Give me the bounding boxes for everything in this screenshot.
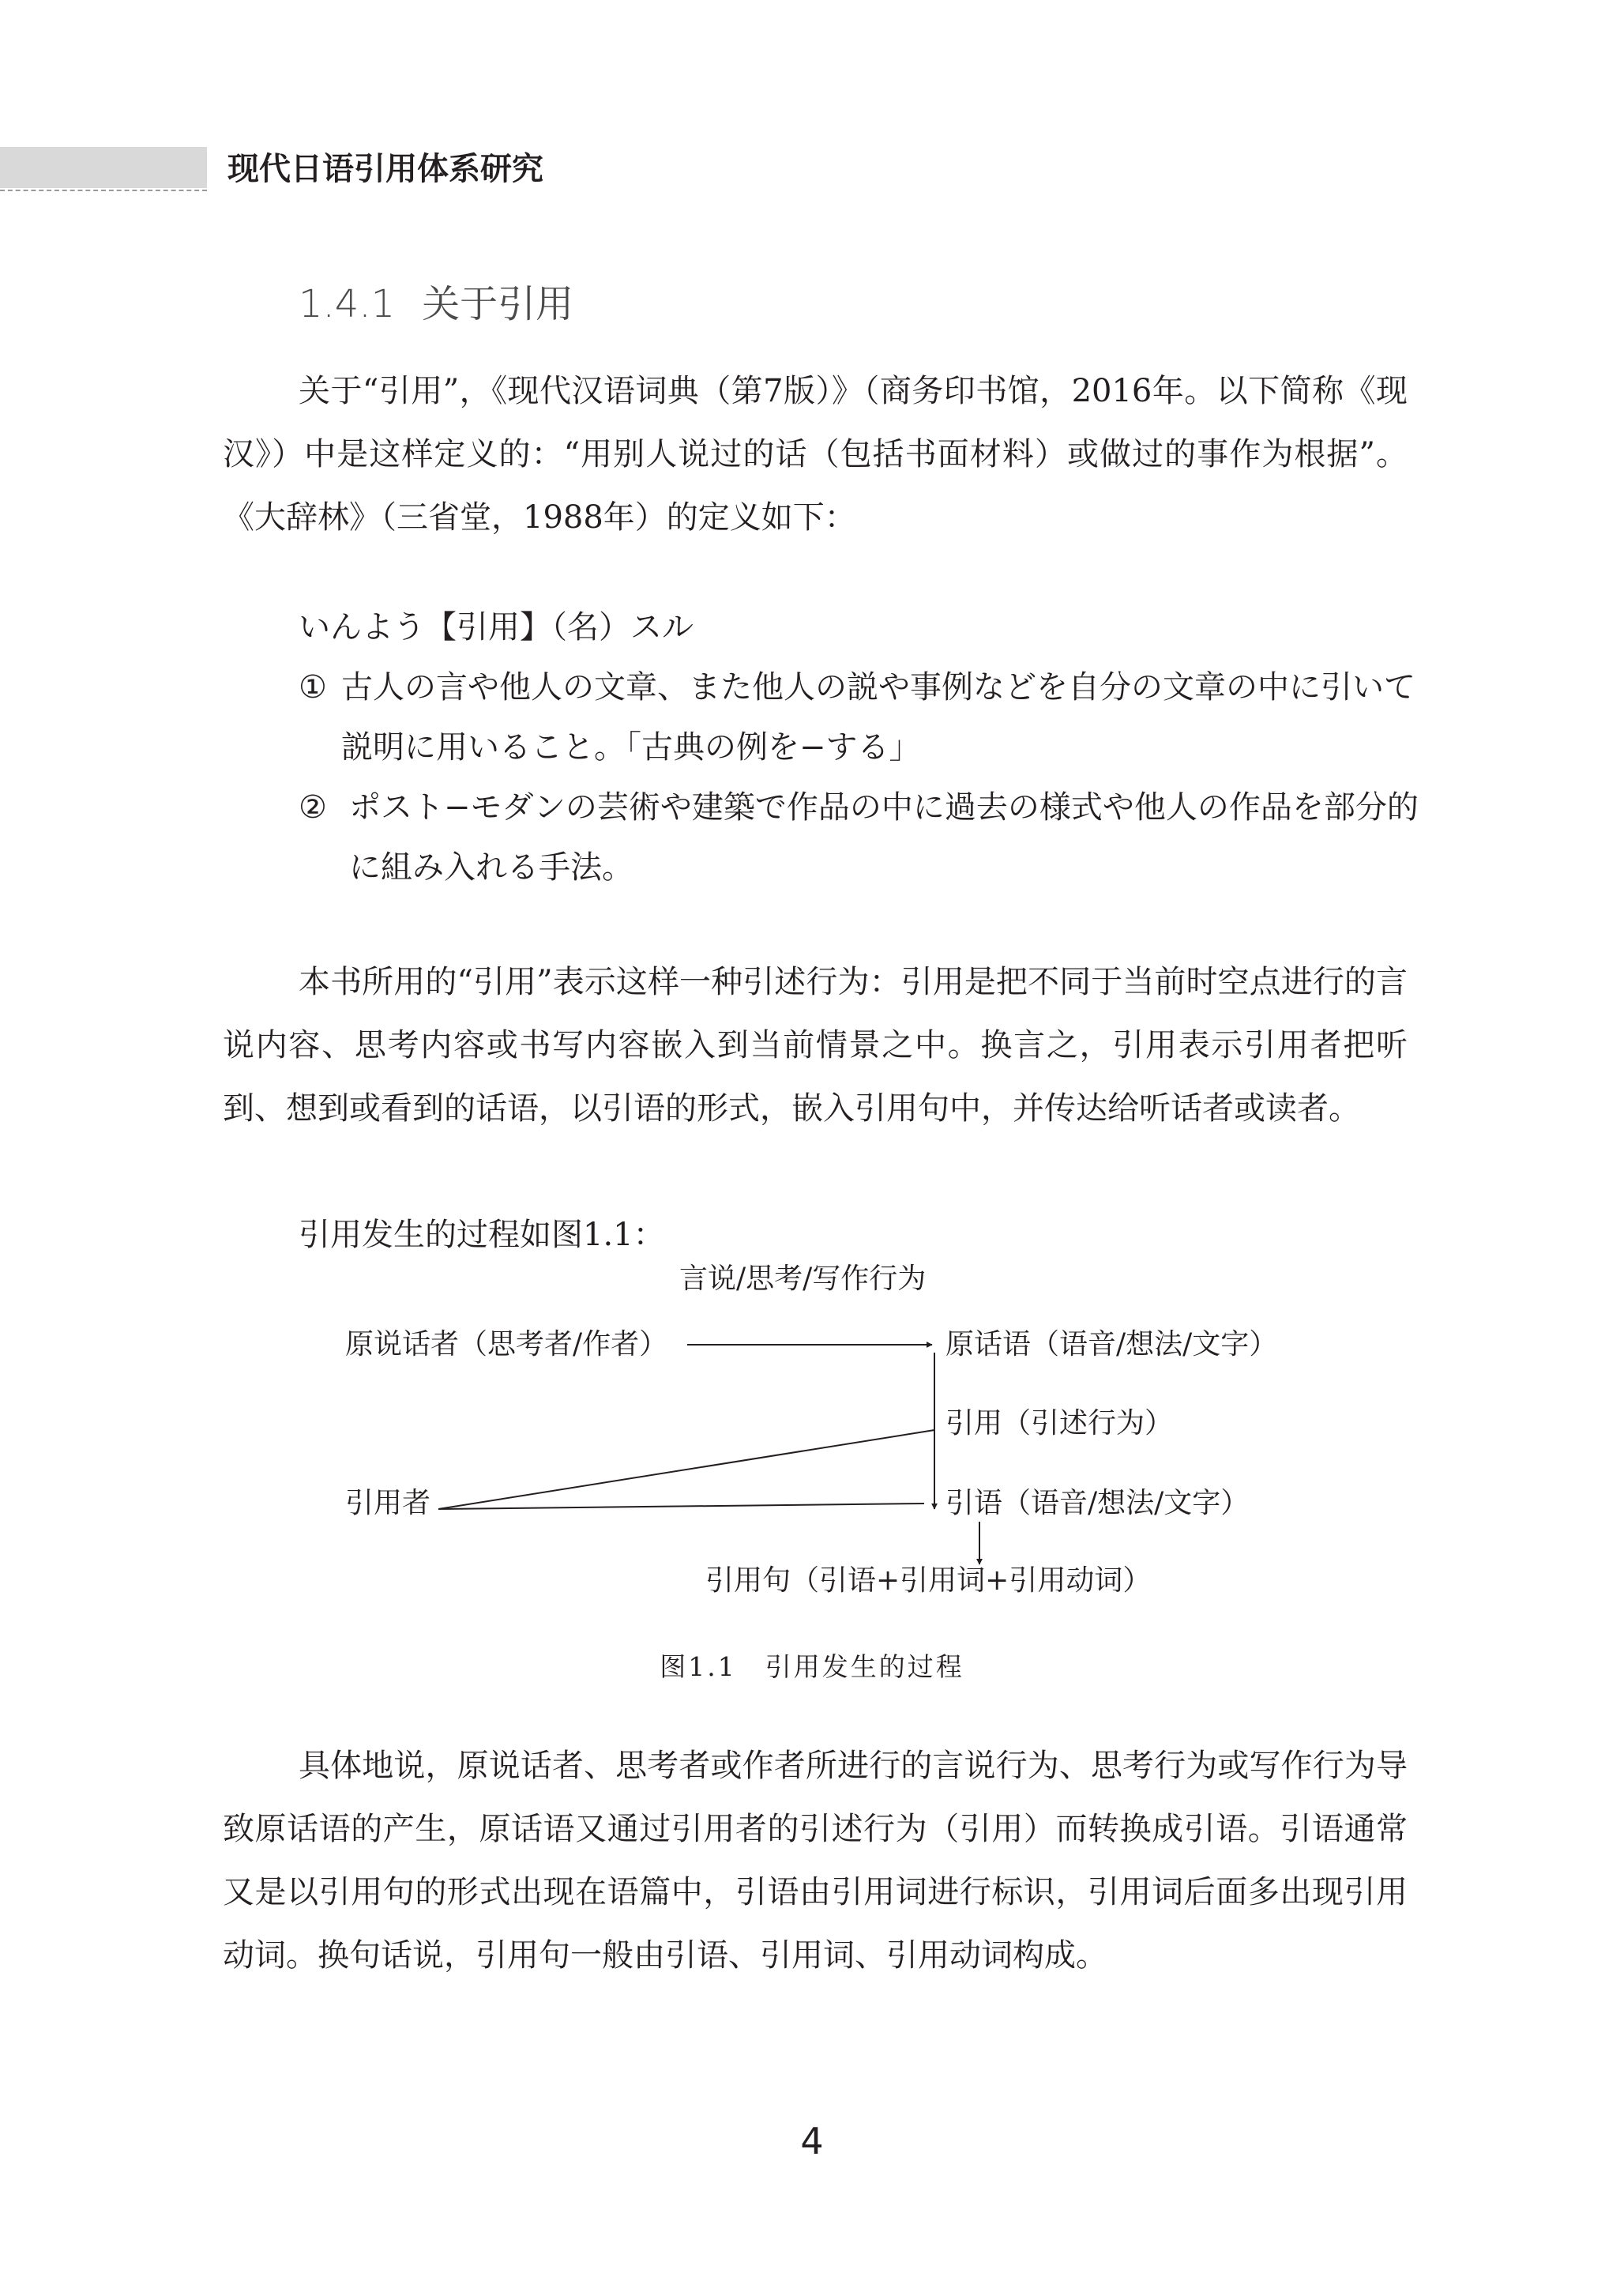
dictionary-headword: いんよう【引用】（名）スル bbox=[299, 609, 694, 645]
paragraph-quotation-definition: 本书所用的“引用”表示这样一种引述行为：引用是把不同于当前时空点进行的言说内容、思考内容或书写内容嵌入到当前情景之中。换言之，引用表示引用者把听到、想到或看到的话语，以引语的形式，嵌入引用句中，并传达给听话者或读者。 bbox=[223, 964, 1408, 1127]
page-number: 4 bbox=[800, 2120, 824, 2162]
section-number: 1.4.1 bbox=[299, 282, 396, 326]
sense-text: ポスト−モダンの芸術や建築で作品の中に過去の様式や他人の作品を部分的に組み入れる手法。 bbox=[349, 789, 1419, 886]
section-title: 关于引用 bbox=[422, 282, 574, 326]
figure-caption: 图1.1 引用发生的过程 bbox=[660, 1651, 964, 1682]
label-quotation: 引语（语音/想法/文字） bbox=[945, 1487, 1250, 1519]
line-quoter-to-action bbox=[438, 1430, 934, 1509]
label-original-utterance: 原话语（语音/想法/文字） bbox=[945, 1328, 1278, 1361]
line-quoter-to-quotation bbox=[438, 1504, 924, 1509]
running-header-title: 现代日语引用体系研究 bbox=[227, 151, 543, 187]
label-quoter: 引用者 bbox=[345, 1487, 431, 1519]
label-quoting-action: 引用（引述行为） bbox=[945, 1407, 1174, 1440]
sense-marker: ② bbox=[299, 789, 327, 826]
paragraph-definition: 关于“引用”，《现代汉语词典（第7版）》（商务印书馆，2016年。以下简称《现汉》）中是这样定义的：“用别人说过的话（包括书面材料）或做过的事作为根据”。《大辞林》（三省堂，1988年）的定义如下： bbox=[223, 373, 1408, 536]
paragraph-explanation: 具体地说，原说话者、思考者或作者所进行的言说行为、思考行为或写作行为导致原话语的产生，原话语又通过引用者的引述行为（引用）而转换成引语。引语通常又是以引用句的形式出现在语篇中，引语由引用词进行标识，引用词后面多出现引用动词。换句话说，引用句一般由引语、引用词、引用动词构成。 bbox=[223, 1748, 1408, 1974]
label-original-speaker: 原说话者（思考者/作者） bbox=[345, 1328, 668, 1361]
sense-text: 古人の言や他人の文章、また他人の説や事例などを自分の文章の中に引いて説明に用いること。「古典の例を−する」 bbox=[341, 669, 1415, 766]
sense-marker: ① bbox=[299, 669, 327, 706]
label-top-action: 言说/思考/写作行为 bbox=[679, 1263, 927, 1295]
label-quoting-sentence: 引用句（引语+引用词+引用动词） bbox=[705, 1564, 1152, 1597]
paragraph-figure-intro: 引用发生的过程如图1.1： bbox=[299, 1217, 665, 1253]
